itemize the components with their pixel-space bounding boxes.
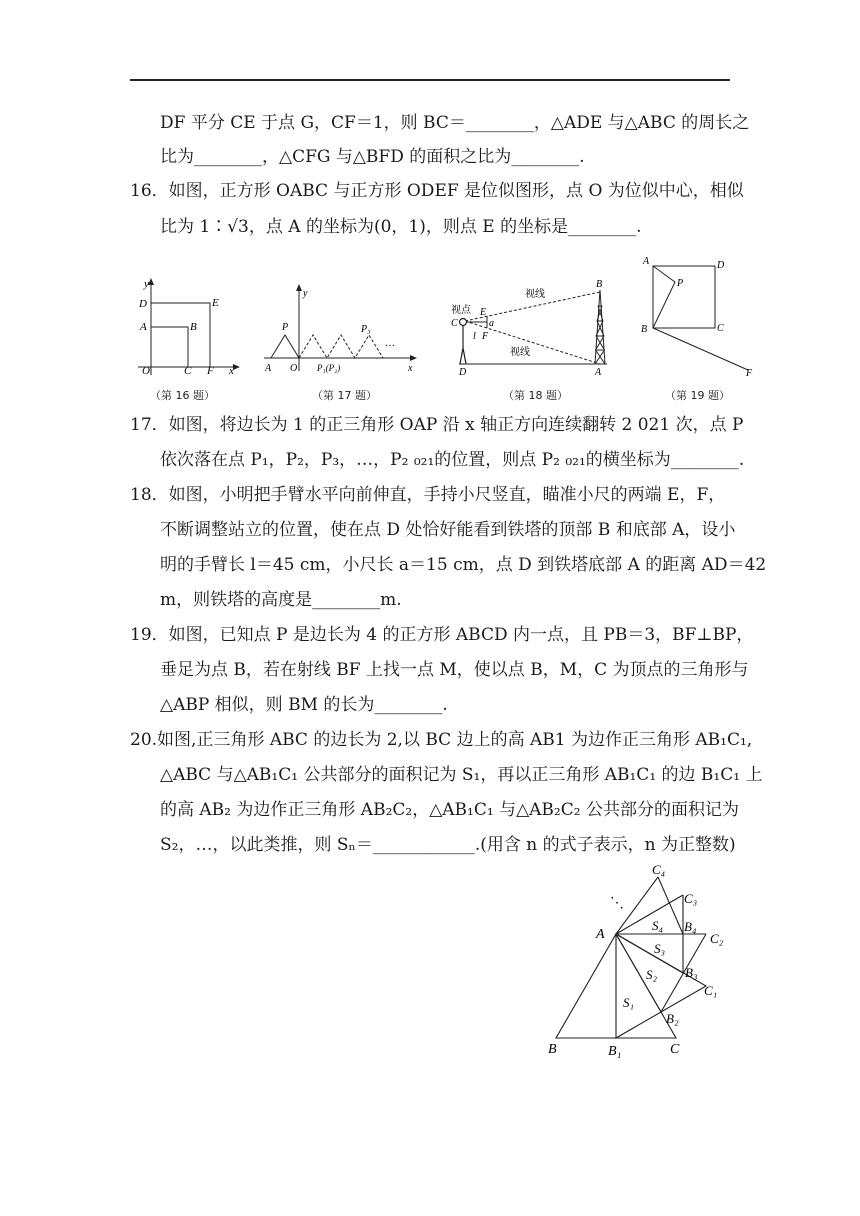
tower-figure — [595, 290, 605, 364]
label-P: P — [677, 278, 684, 289]
label-C: C — [717, 323, 724, 334]
label-P3: P₃ — [361, 324, 371, 335]
problem-20-line-2: △ABC 与△AB₁C₁ 公共部分的面积记为 S₁，再以正三角形 AB₁C₁ 的边 B₁C₁ 上 — [160, 765, 763, 785]
dashed-path — [299, 335, 383, 358]
square-oabc — [151, 327, 188, 367]
problem-16-line-1: 16．如图，正方形 OABC 与正方形 ODEF 是位似图形，点 O 为位似中心，相似 — [130, 181, 744, 201]
label-P1: P₁(P₂) — [317, 363, 341, 373]
ray-bf — [653, 328, 748, 370]
sight-line-bottom — [465, 321, 600, 364]
label-sight-top: 视线 — [525, 289, 545, 300]
label-y: y — [303, 288, 308, 299]
label-x: x — [229, 365, 234, 377]
label-A: A — [595, 367, 602, 378]
label-S4: S₄ — [652, 918, 664, 933]
label-S2: S₂ — [646, 967, 658, 982]
label-A: A — [643, 256, 650, 267]
label-A: A — [140, 321, 147, 333]
caption-19: （第 19 题） — [665, 389, 730, 402]
label-a: a — [489, 318, 494, 329]
caption-16: （第 16 题） — [150, 389, 215, 402]
label-C2: C₂ — [710, 931, 724, 946]
label-D: D — [717, 260, 725, 271]
label-A: A — [596, 927, 605, 942]
label-O: O — [142, 365, 150, 377]
label-sight-bottom: 视线 — [510, 347, 530, 358]
label-D: D — [139, 298, 147, 310]
top-rule — [130, 79, 730, 81]
problem-16-line-2: 比为 1∶√3，点 A 的坐标为(0，1)，则点 E 的坐标是________. — [160, 217, 642, 237]
label-B: B — [190, 321, 197, 333]
label-A: A — [265, 363, 272, 374]
label-F: F — [746, 368, 753, 379]
figure-18 — [445, 276, 615, 381]
label-B3: B₃ — [685, 965, 698, 980]
problem-18-line-3: 明的手臂长 l＝45 cm，小尺长 a＝15 cm，点 D 到铁塔底部 A 的距离 AD＝42 — [160, 555, 767, 575]
label-viewpoint: 视点 — [451, 305, 471, 316]
person-figure — [460, 319, 467, 365]
problem-20-line-1: 20.如图,正三角形 ABC 的边长为 2,以 BC 边上的高 AB1 为边作正三角形 AB₁C₁, — [130, 730, 753, 750]
problem-18-line-2: 不断调整站立的位置，使在点 D 处恰好能看到铁塔的顶部 B 和底部 A，设小 — [160, 520, 736, 540]
caption-18: （第 18 题） — [503, 389, 568, 402]
triangle-oap — [271, 335, 299, 358]
label-dots: ⋱ — [610, 896, 624, 911]
problem-17-line-1: 17．如图，将边长为 1 的正三角形 OAP 沿 x 轴正方向连续翻转 2 021 次，点 P — [130, 415, 744, 435]
label-B1: B₁ — [608, 1044, 622, 1059]
label-dots: … — [385, 338, 395, 349]
label-B: B — [596, 279, 603, 290]
caption-17: （第 17 题） — [312, 389, 377, 402]
problem-20-line-4: S₂，…，以此类推，则 Sₙ＝____________.(用含 n 的式子表示，n 为正整数) — [160, 835, 736, 855]
figure-16 — [135, 275, 245, 380]
label-B2: B₂ — [666, 1011, 679, 1026]
label-F: F — [207, 365, 214, 377]
problem-19-line-3: △ABP 相似，则 BM 的长为________. — [160, 695, 448, 715]
label-E: E — [212, 297, 219, 309]
label-C: C — [184, 365, 192, 377]
text-line-15b: 比为________，△CFG 与△BFD 的面积之比为________. — [160, 147, 585, 167]
square-odef — [151, 303, 210, 367]
side-ac3 — [616, 895, 683, 934]
square-abcd — [653, 266, 715, 328]
figure-20 — [540, 855, 740, 1065]
triangle-abp — [653, 266, 675, 328]
label-S1: S₁ — [623, 995, 635, 1010]
label-y: y — [144, 278, 149, 290]
label-O: O — [290, 363, 298, 374]
problem-18-line-4: m，则铁塔的高度是________m. — [160, 590, 402, 610]
label-C3: C₃ — [684, 891, 698, 906]
label-C: C — [451, 318, 458, 329]
problem-17-line-2: 依次落在点 P₁，P₂，P₃，…，P₂ ₀₂₁的位置，则点 P₂ ₀₂₁的横坐标为________. — [160, 450, 745, 470]
label-B: B — [548, 1042, 557, 1057]
label-C4: C₄ — [652, 862, 666, 877]
label-F: F — [482, 331, 489, 342]
text-line-15a: DF 平分 CE 于点 G，CF＝1，则 BC＝________，△ADE 与△ABC 的周长之 — [160, 113, 750, 133]
figure-19 — [638, 252, 758, 377]
label-x: x — [408, 363, 413, 374]
problem-19-line-1: 19．如图，已知点 P 是边长为 4 的正方形 ABCD 内一点，且 PB＝3，BF⊥BP， — [130, 625, 754, 645]
label-C1: C₁ — [704, 983, 718, 998]
problem-19-line-2: 垂足为点 B，若在射线 BF 上找一点 M，使以点 B，M，C 为顶点的三角形与 — [160, 660, 749, 680]
figure-17 — [262, 283, 422, 378]
label-D: D — [459, 367, 467, 378]
label-l: l — [473, 331, 476, 342]
problem-20-line-3: 的高 AB₂ 为边作正三角形 AB₂C₂，△AB₁C₁ 与△AB₂C₂ 公共部分的面积记为 — [160, 800, 739, 820]
problem-18-line-1: 18．如图，小明把手臂水平向前伸直，手持小尺竖直，瞄准小尺的两端 E，F， — [130, 485, 726, 505]
label-B4: B₄ — [684, 919, 697, 934]
label-E: E — [480, 307, 487, 318]
label-P: P — [282, 322, 289, 333]
label-S3: S₃ — [654, 941, 666, 956]
label-B: B — [641, 324, 648, 335]
label-C: C — [670, 1042, 680, 1057]
